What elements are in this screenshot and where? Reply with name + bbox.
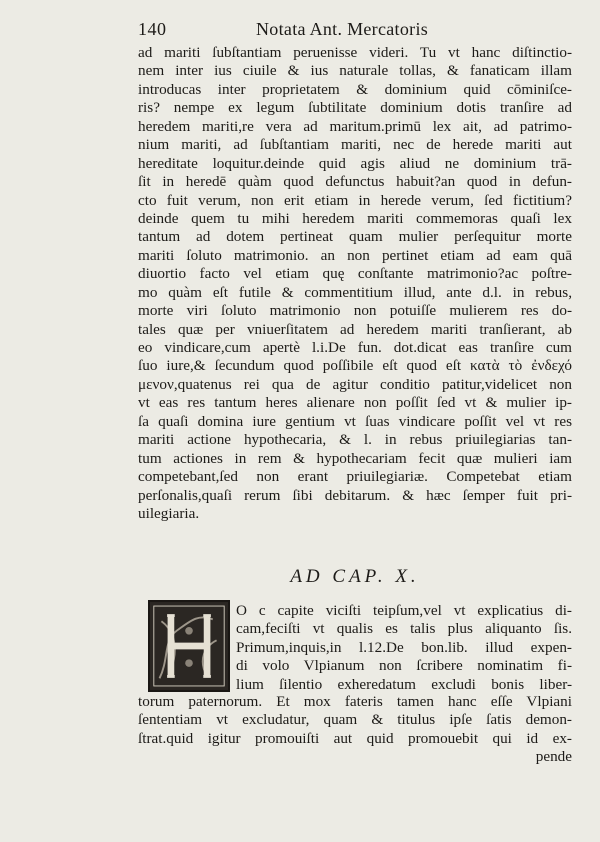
text-line: deinde quem tu mihi heredem mariti commemoras quaſi lex	[138, 209, 572, 227]
text-line: perſonalis,quaſi rerum ſibi debitarum. & hæc ſemper fuit pri-	[138, 486, 572, 504]
text-line: diuortio facto vel etiam quę conſtante matrimonio?ac poſtre-	[138, 265, 572, 283]
text-line: cto fuit verum, non erit etiam in herede verum, ſed fictitium?	[138, 191, 572, 209]
text-line: mo quàm eſt futile & commentitium illud, ante d.l. in rebus,	[138, 283, 572, 301]
text-line: mariti ſoluto matrimonio. an non pertinet etiam ad eam quā	[138, 246, 572, 264]
text-line: di volo Vlpianum non ſcribere nominatim fi-	[236, 657, 572, 675]
text-line: Primum,inquis,in l.12.De bon.lib. illud expen-	[236, 638, 572, 656]
text-line: eo vindicare,cum apertè l.i.De fun. dot.dicat eas tranſire cum	[138, 339, 572, 356]
text-line: ſa quaſi domina iure gentium vt ſuas vindicare poſſit vel vt res	[138, 412, 572, 430]
text-line: cam,feciſti vt qualis es talis plus aliquanto ſis.	[236, 620, 572, 638]
page-header	[138, 18, 578, 40]
text-line: vt eas res tantum heres alienare non poſſit ſed vt & mulier ip-	[138, 394, 572, 412]
running-title: Notata Ant. Mercatoris	[256, 19, 429, 39]
text-line: torum paternorum. Et mox fateris tamen hanc eſſe Vlpiani	[138, 693, 572, 710]
text-line: heredem mariti,re vera ad maritum.primū lex ait, ad patrimo-	[138, 117, 572, 135]
text-line: hereditate loquitur.deinde quid agis aliud ne dominium trā-	[138, 154, 572, 172]
page-number: 140	[138, 19, 167, 39]
continuation-block	[138, 693, 572, 767]
text-line: tales quæ per vniuerſitatem ad heredem mariti tranſierant, ab	[138, 320, 572, 338]
text-line: ſit in heredē quàm quod defunctus habuit?an quod in defun-	[138, 173, 572, 191]
text-line: nem inter ius ciuile & ius naturale tollas, & fanaticam illam	[138, 62, 572, 80]
decorated-initial	[148, 600, 230, 692]
text-line: mariti actione hypothecaria, & l. in rebus priuilegiarias tan-	[138, 431, 572, 449]
text-line: O c capite viciſti teipſum,vel vt explicatius di-	[236, 602, 572, 619]
text-line: ſententiam vt excludatur, quam & titulus ipſe ſatis demon-	[138, 711, 572, 729]
text-line: lium ſilentio exheredatum excludi bonis liber-	[236, 675, 572, 693]
section-heading: AD CAP. X.	[290, 566, 420, 587]
text-line: uilegiaria.	[138, 504, 200, 522]
ornament-icon	[150, 602, 228, 690]
text-line: ſtrat.quid igitur promouiſti aut quid promouebit qui id ex-	[138, 729, 572, 747]
text-line: ad mariti ſubſtantiam peruenisse videri. Tu vt hanc diſtinctio-	[138, 44, 572, 61]
text-line: tantum ad dotem pertineat quam mulier perſequitur morte	[138, 228, 572, 246]
text-line: nium mariti, ad ſubſtantiam mariti, nec de herede mariti aut	[138, 136, 572, 154]
text-line: morte viri ſoluto matrimonio non potuiſſe mulierem res do-	[138, 302, 572, 320]
text-line: μενον,quatenus rei qua de agitur conditio patitur,videlicet non	[138, 375, 572, 393]
catchword: pende	[535, 748, 572, 766]
text-line: ris? nempe ex legum ſubtilitate dominium dotis tranſire ad	[138, 99, 572, 117]
text-line: introducas inter proprietatem & dominium quid cōminiſce-	[138, 80, 572, 98]
initial-paragraph-block	[236, 602, 572, 694]
main-text-block	[138, 44, 572, 523]
text-line: ſuo iure,& ſecundum quod poſſibile eſt quod eſt κατὰ τὸ ἐνδεχό	[138, 357, 572, 375]
text-line: tum actiones in rem & hypothecariam fecit quæ mulieri iam	[138, 449, 572, 467]
text-line: competebant,ſed non erant priuilegiariæ. Competebat etiam	[138, 468, 572, 486]
